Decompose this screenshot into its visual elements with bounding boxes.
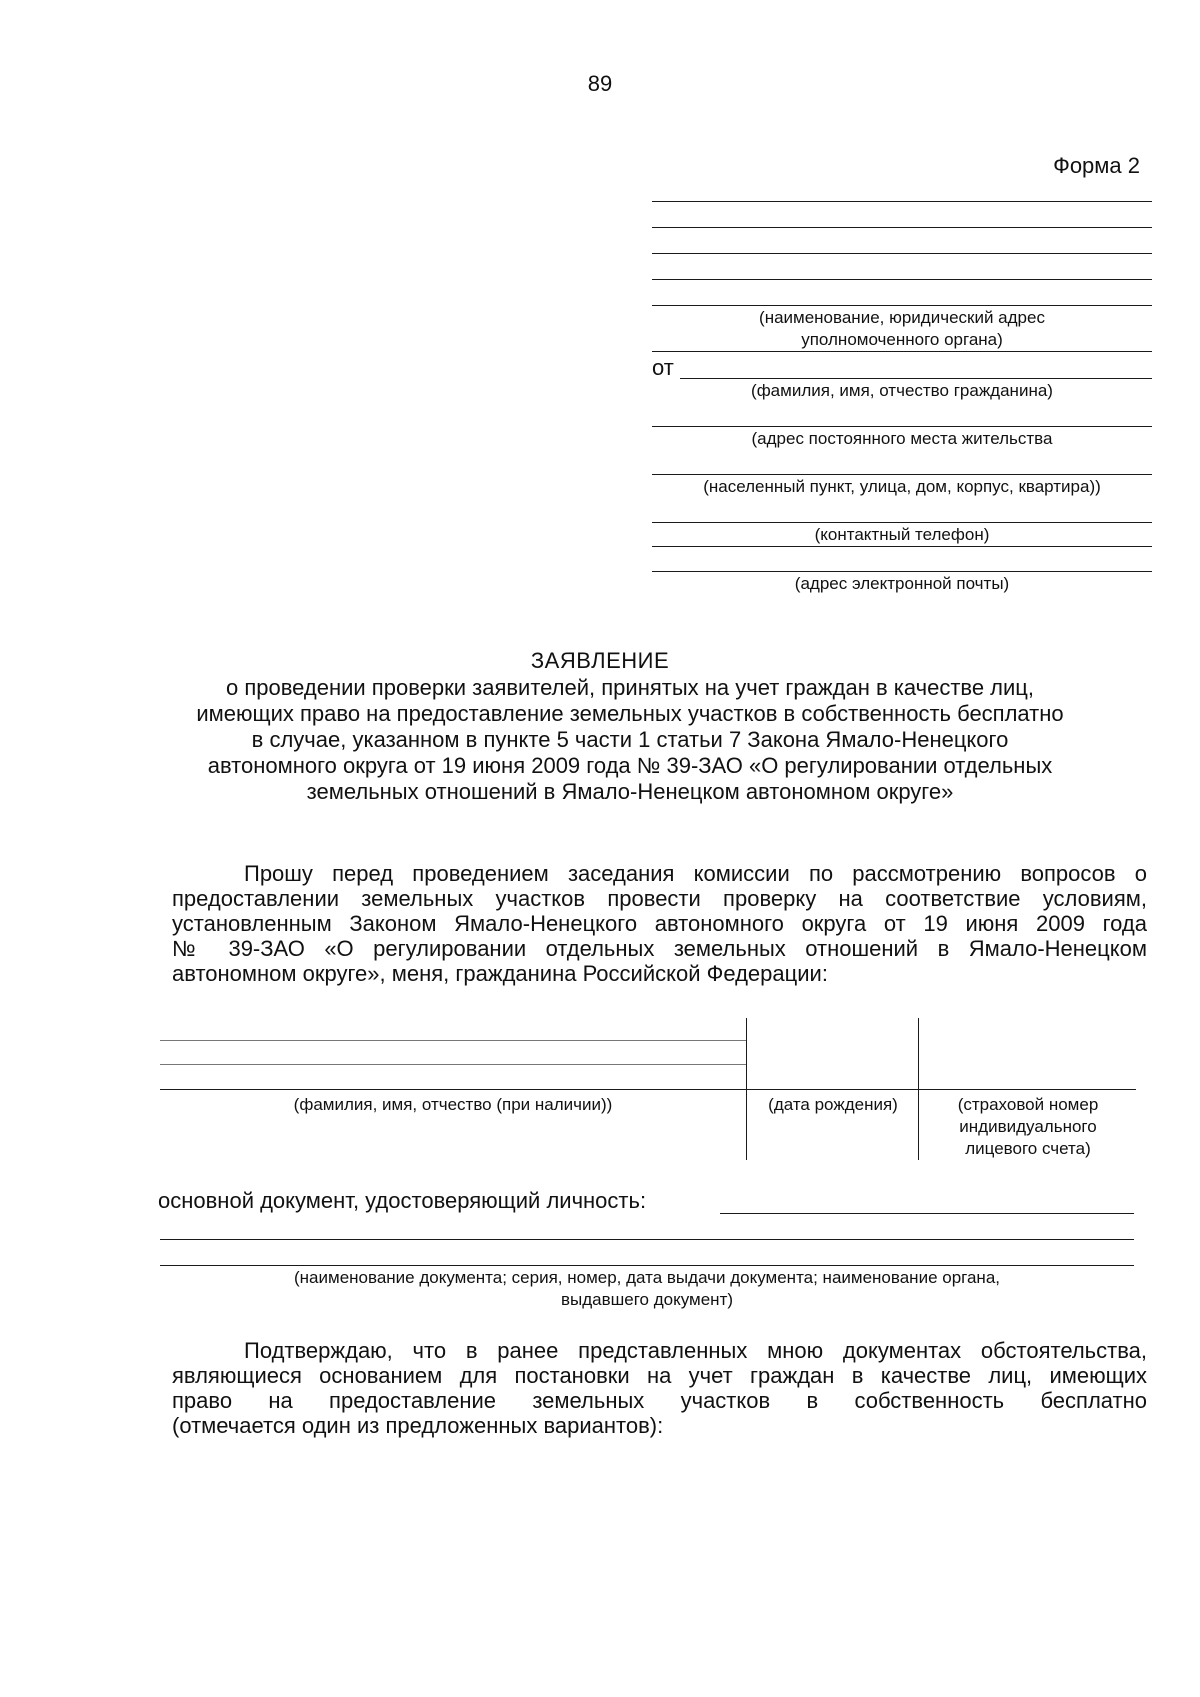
identity-document-input-3[interactable] <box>160 1265 1134 1266</box>
paragraph-line: (отмечается один из предложенных вариантов): <box>172 1413 664 1438</box>
confirm-paragraph <box>172 1338 1147 1438</box>
subtitle-line: о проведении проверки заявителей, принятых на учет граждан в качестве лиц, <box>225 675 1035 700</box>
phone-caption: (контактный телефон) <box>814 525 990 544</box>
page-number: 89 <box>587 71 613 96</box>
snils-caption <box>920 1094 1136 1160</box>
table-divider-1 <box>746 1018 747 1160</box>
paragraph-line: установленным Законом Ямало-Ненецкого автономного округа от 19 июня 2009 года <box>172 911 1147 936</box>
paragraph-line: автономном округе», меня, гражданина Российской Федерации: <box>172 961 828 986</box>
identity-document-input-2[interactable] <box>160 1239 1134 1240</box>
snils-caption-line: индивидуального <box>959 1117 1097 1136</box>
paragraph-line: право на предоставление земельных участков в собственность бесплатно <box>172 1388 1147 1413</box>
authority-line-3[interactable] <box>652 253 1152 254</box>
identity-document-caption-1: (наименование документа; серия, номер, дата выдачи документа; наименование органа, <box>294 1268 1000 1287</box>
statement-subtitle <box>150 675 1110 805</box>
fio-caption: (фамилия, имя, отчество (при наличии)) <box>293 1095 613 1114</box>
paragraph-line: являющиеся основанием для постановки на учет граждан в качестве лиц, имеющих <box>172 1363 1147 1388</box>
address-detail-input-line[interactable] <box>652 474 1152 475</box>
identity-document-label: основной документ, удостоверяющий личность: <box>158 1188 647 1213</box>
request-paragraph <box>172 861 1147 986</box>
form-label: Форма 2 <box>1053 153 1140 178</box>
authority-line-2[interactable] <box>652 227 1152 228</box>
address-detail-caption: (населенный пункт, улица, дом, корпус, квартира)) <box>703 477 1101 496</box>
authority-line-5[interactable] <box>652 305 1152 306</box>
table-baseline <box>160 1089 1136 1090</box>
fio-input-line[interactable] <box>680 378 1152 379</box>
snils-caption-line: лицевого счета) <box>965 1139 1091 1158</box>
paragraph-line: Прошу перед проведением заседания комиссии по рассмотрению вопросов о <box>244 861 1147 886</box>
authority-line-4[interactable] <box>652 279 1152 280</box>
identity-document-input-1[interactable] <box>720 1213 1134 1214</box>
email-input-line[interactable] <box>652 571 1152 572</box>
fio-entry-line-2[interactable] <box>160 1064 746 1065</box>
address-caption: (адрес постоянного места жительства <box>751 429 1053 448</box>
authority-caption-rule <box>652 351 1152 352</box>
subtitle-line: земельных отношений в Ямало-Ненецком автономном округе» <box>306 779 954 804</box>
subtitle-line: в случае, указанном в пункте 5 части 1 статьи 7 Закона Ямало-Ненецкого <box>251 727 1009 752</box>
from-label: от <box>652 355 674 380</box>
authority-line-1[interactable] <box>652 201 1152 202</box>
birth-date-caption: (дата рождения) <box>768 1095 898 1114</box>
identity-document-caption-2: выдавшего документ) <box>560 1290 734 1309</box>
authority-caption-2: уполномоченного органа) <box>801 330 1003 349</box>
address-input-line[interactable] <box>652 426 1152 427</box>
fio-caption: (фамилия, имя, отчество гражданина) <box>751 381 1053 400</box>
table-divider-2 <box>918 1018 919 1160</box>
snils-caption-line: (страховой номер <box>957 1095 1099 1114</box>
subtitle-line: имеющих право на предоставление земельных участков в собственность бесплатно <box>196 701 1064 726</box>
phone-caption-rule <box>652 546 1152 547</box>
paragraph-line: № 39-ЗАО «О регулировании отдельных земельных отношений в Ямало-Ненецком <box>172 936 1147 961</box>
paragraph-line: Подтверждаю, что в ранее представленных мною документах обстоятельства, <box>244 1338 1147 1363</box>
phone-input-line[interactable] <box>652 522 1152 523</box>
fio-entry-line-1[interactable] <box>160 1040 746 1041</box>
subtitle-line: автономного округа от 19 июня 2009 года № 39-ЗАО «О регулировании отдельных <box>207 753 1053 778</box>
email-caption: (адрес электронной почты) <box>794 574 1010 593</box>
authority-caption-1: (наименование, юридический адрес <box>759 308 1045 327</box>
statement-title: ЗАЯВЛЕНИЕ <box>530 648 670 673</box>
paragraph-line: предоставлении земельных участков провести проверку на соответствие условиям, <box>172 886 1147 911</box>
